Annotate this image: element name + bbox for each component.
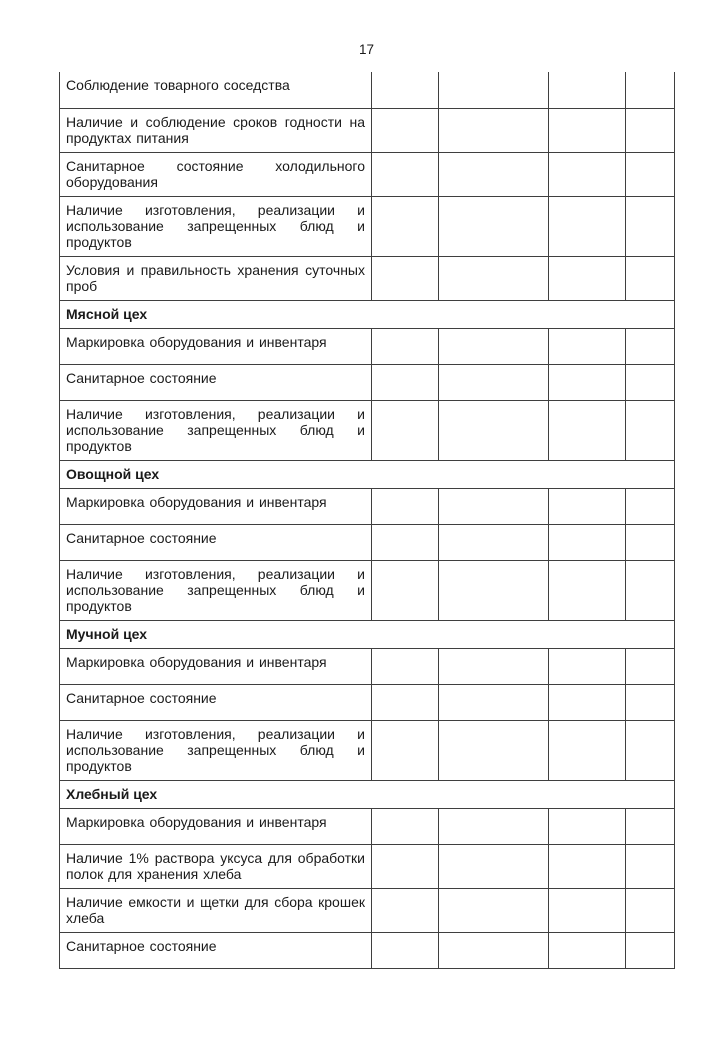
entry-cell [372,844,439,888]
entry-cell [439,844,549,888]
entry-cell [439,524,549,560]
entry-cell [626,648,675,684]
criteria-cell: Маркировка оборудования и инвентаря [60,808,372,844]
entry-cell [626,196,675,256]
section-row [60,300,675,328]
table-row [60,524,675,560]
entry-cell [626,72,675,108]
inspection-table [59,72,675,969]
table-row [60,400,675,460]
entry-cell [439,560,549,620]
entry-cell [626,488,675,524]
entry-cell [439,648,549,684]
entry-cell [626,684,675,720]
entry-cell [549,720,626,780]
entry-cell [626,844,675,888]
entry-cell [549,152,626,196]
table-row [60,844,675,888]
entry-cell [372,932,439,968]
entry-cell [439,888,549,932]
entry-cell [549,328,626,364]
entry-cell [439,364,549,400]
criteria-cell: Наличие 1% раствора уксуса для обработки полок для хранения хлеба [60,844,372,888]
table-row [60,152,675,196]
entry-cell [372,488,439,524]
entry-cell [549,108,626,152]
entry-cell [549,72,626,108]
entry-cell [372,328,439,364]
entry-cell [372,196,439,256]
criteria-cell: Маркировка оборудования и инвентаря [60,648,372,684]
criteria-cell: Санитарное состояние холодильного оборудования [60,152,372,196]
section-header-cell: Мясной цех [60,300,675,328]
entry-cell [439,72,549,108]
criteria-cell: Санитарное состояние [60,524,372,560]
entry-cell [626,720,675,780]
table-row [60,888,675,932]
criteria-cell: Санитарное состояние [60,364,372,400]
entry-cell [439,932,549,968]
entry-cell [549,364,626,400]
entry-cell [549,808,626,844]
entry-cell [549,844,626,888]
section-header-cell: Хлебный цех [60,780,675,808]
entry-cell [626,808,675,844]
entry-cell [626,152,675,196]
table-body [60,72,675,968]
entry-cell [372,72,439,108]
table-row [60,684,675,720]
entry-cell [372,256,439,300]
entry-cell [549,932,626,968]
entry-cell [439,400,549,460]
table-row [60,648,675,684]
criteria-cell: Наличие изготовления, реализации и использование запрещенных блюд и продуктов [60,400,372,460]
entry-cell [372,720,439,780]
criteria-cell: Санитарное состояние [60,932,372,968]
entry-cell [626,364,675,400]
entry-cell [626,888,675,932]
criteria-cell: Наличие изготовления, реализации и использование запрещенных блюд и продуктов [60,720,372,780]
criteria-cell: Наличие изготовления, реализации и использование запрещенных блюд и продуктов [60,196,372,256]
table-row [60,328,675,364]
criteria-cell: Маркировка оборудования и инвентаря [60,328,372,364]
entry-cell [549,488,626,524]
criteria-cell: Соблюдение товарного соседства [60,72,372,108]
entry-cell [439,256,549,300]
criteria-cell: Наличие и соблюдение сроков годности на продуктах питания [60,108,372,152]
table-row [60,256,675,300]
entry-cell [439,152,549,196]
table-row [60,108,675,152]
section-row [60,780,675,808]
table-row [60,72,675,108]
entry-cell [439,808,549,844]
entry-cell [549,684,626,720]
criteria-cell: Наличие емкости и щетки для сбора крошек хлеба [60,888,372,932]
entry-cell [439,720,549,780]
entry-cell [372,808,439,844]
entry-cell [439,196,549,256]
entry-cell [626,328,675,364]
entry-cell [372,524,439,560]
table-row [60,808,675,844]
entry-cell [439,108,549,152]
entry-cell [549,400,626,460]
entry-cell [549,888,626,932]
entry-cell [372,400,439,460]
entry-cell [549,648,626,684]
table-row [60,196,675,256]
entry-cell [626,560,675,620]
entry-cell [549,524,626,560]
entry-cell [372,560,439,620]
entry-cell [626,932,675,968]
table-row [60,364,675,400]
entry-cell [372,364,439,400]
section-row [60,460,675,488]
entry-cell [626,524,675,560]
page-number: 17 [358,42,375,57]
section-header-cell: Мучной цех [60,620,675,648]
entry-cell [372,648,439,684]
entry-cell [549,560,626,620]
entry-cell [372,684,439,720]
entry-cell [549,196,626,256]
table-row [60,720,675,780]
criteria-cell: Маркировка оборудования и инвентаря [60,488,372,524]
table-row [60,932,675,968]
document-page [0,42,708,1042]
table-row [60,488,675,524]
entry-cell [626,108,675,152]
table-row [60,560,675,620]
section-row [60,620,675,648]
criteria-cell: Наличие изготовления, реализации и использование запрещенных блюд и продуктов [60,560,372,620]
entry-cell [439,684,549,720]
criteria-cell: Санитарное состояние [60,684,372,720]
entry-cell [372,152,439,196]
entry-cell [372,888,439,932]
entry-cell [439,488,549,524]
entry-cell [626,400,675,460]
section-header-cell: Овощной цех [60,460,675,488]
entry-cell [372,108,439,152]
criteria-cell: Условия и правильность хранения суточных проб [60,256,372,300]
entry-cell [549,256,626,300]
entry-cell [626,256,675,300]
entry-cell [439,328,549,364]
